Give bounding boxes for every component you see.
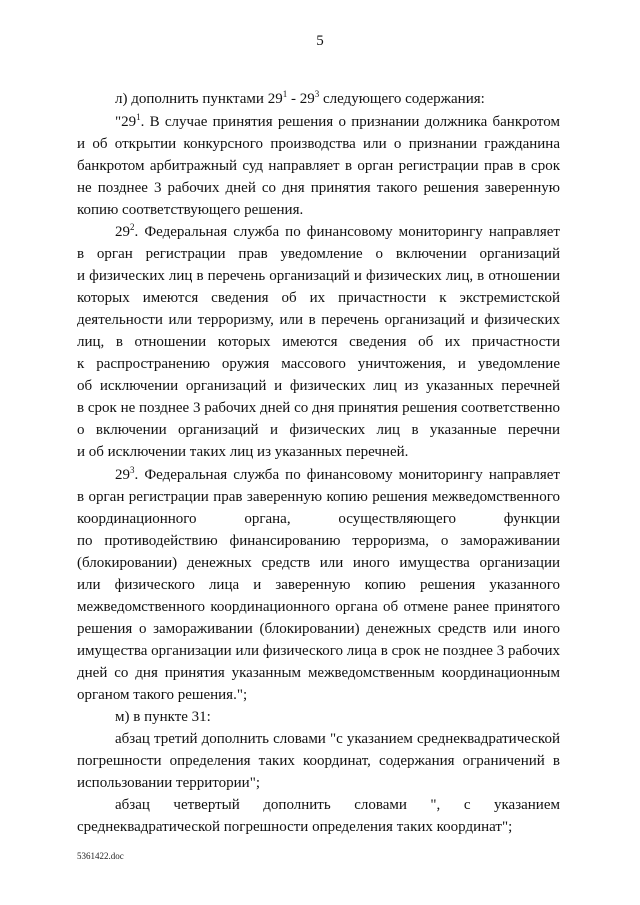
text-line: (блокировании) денежных средств или иного имущества организации [77, 555, 560, 571]
text-line: координационного органа, осуществляющего функции [77, 511, 560, 527]
text-line: решения о замораживании (блокировании) денежных средств или иного [77, 621, 560, 637]
text-line: дней со дня принятия указанным межведомственным координационным [77, 665, 560, 681]
paragraph-first-line: абзац третий дополнить словами "с указанием среднеквадратической [115, 731, 560, 747]
text-line: м) в пункте 31: [115, 709, 211, 725]
text-fragment: . Федеральная служба по финансовому мониторингу направляет [134, 224, 560, 240]
text-fragment: "29 [115, 114, 137, 130]
text-line: о включении организаций и физических лиц в указанные перечни [77, 422, 560, 438]
text-fragment: . В случае принятия решения о признании должника банкротом [140, 114, 560, 130]
text-fragment: следующего содержания: [319, 91, 485, 107]
text-line: банкротом арбитражный суд направляет в орган регистрации прав в срок [77, 158, 560, 174]
superscript: 2 [130, 222, 135, 232]
text-line: по противодействию финансированию терроризма, о замораживании [77, 533, 560, 549]
paragraph-first-line: абзац четвертый дополнить словами ", с указанием [115, 797, 560, 813]
text-fragment: - 29 [287, 91, 315, 107]
text-line: в срок не позднее 3 рабочих дней со дня принятия решения соответственно [77, 400, 560, 416]
text-line: к распространению оружия массового уничтожения, и уведомление [77, 356, 560, 372]
superscript: 3 [130, 465, 135, 475]
text-line: в орган регистрации прав уведомление о включении организаций [77, 246, 560, 262]
text-line: которых имеются сведения об их причастности к экстремистской [77, 290, 560, 306]
text-line: лиц, в отношении которых имеются сведения об их причастности [77, 334, 560, 350]
paragraph-first-line [115, 113, 560, 131]
text-line: и об открытии конкурсного производства или о признании гражданина [77, 136, 560, 152]
text-fragment: л) дополнить пунктами 29 [115, 91, 283, 107]
text-line: не позднее 3 рабочих дней со дня принятия такого решения заверенную [77, 180, 560, 196]
page-number: 5 [316, 33, 324, 49]
text-line: и об исключении таких лиц из указанных перечней. [77, 444, 409, 460]
text-line [115, 90, 485, 108]
text-fragment: 29 [115, 467, 130, 483]
file-name-footer: 5361422.doc [77, 851, 124, 861]
text-line: межведомственного координационного органа об отмене ранее принятого [77, 599, 560, 615]
text-fragment: 29 [115, 224, 130, 240]
text-line: копию соответствующего решения. [77, 202, 304, 218]
text-line: об исключении организаций и физических лиц из указанных перечней [77, 378, 560, 394]
text-line: погрешности определения таких координат, содержания ограничений в [77, 753, 560, 769]
superscript: 1 [136, 112, 141, 122]
text-line: использовании территории"; [77, 775, 260, 791]
text-line: и физических лиц в перечень организаций и физических лиц, в отношении [77, 268, 560, 284]
text-line: в орган регистрации прав заверенную копию решения межведомственного [77, 489, 560, 505]
paragraph-first-line [115, 223, 560, 241]
superscript: 1 [282, 89, 288, 99]
superscript: 3 [314, 89, 320, 99]
text-line: органом такого решения."; [77, 687, 248, 703]
text-line: имущества организации или физического лица в срок не позднее 3 рабочих [77, 643, 560, 659]
paragraph-first-line [115, 466, 560, 484]
text-line: среднеквадратической погрешности определения таких координат"; [77, 819, 513, 835]
text-line: или физического лица и заверенную копию решения указанного [77, 577, 560, 593]
text-line: деятельности или терроризму, или в перечень организаций и физических [77, 312, 560, 328]
text-fragment: . Федеральная служба по финансовому мониторингу направляет [134, 467, 560, 483]
